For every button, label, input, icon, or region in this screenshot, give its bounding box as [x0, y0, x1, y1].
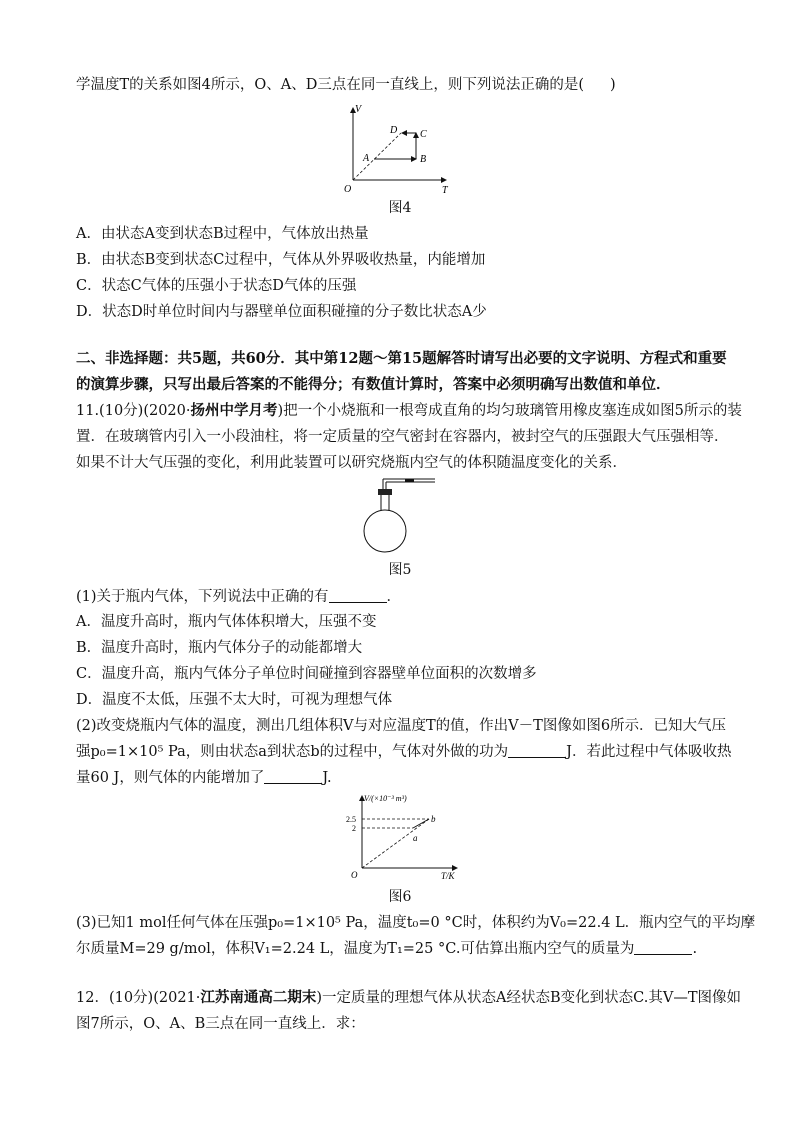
q11-part-2-line-2-a: 强p₀=1×10⁵ Pa，则由状态a到状态b的过程中，气体对外做的功为: [76, 744, 509, 760]
q11-head-rest: )把一个小烧瓶和一根弯成直角的均匀玻璃管用橡皮塞连成如图5所示的装: [277, 403, 742, 419]
q11-option-b: B．温度升高时，瓶内气体分子的动能都增大: [76, 640, 363, 656]
q11-part-2-line-2-b: J．若此过程中气体吸收热: [566, 744, 732, 760]
q11-option-d: D．温度不太低，压强不太大时，可视为理想气体: [76, 692, 393, 708]
oil-column: [405, 479, 414, 482]
point-a-label: A: [363, 153, 370, 164]
q11-part-3-line-2-a: 尔质量M=29 g/mol，体积V₁=2.24 L，温度为T₁=25 °C.可估算出瓶内空气的质量为: [76, 941, 635, 957]
q11-option-a: A．温度升高时，瓶内气体体积增大，压强不变: [76, 614, 377, 630]
q11-line-3: 如果不计大气压强的变化，利用此装置可以研究烧瓶内空气的体积随温度变化的关系．: [76, 455, 627, 471]
q11-part-3-line-1: (3)已知1 mol任何气体在压强p₀=1×10⁵ Pa，温度t₀=0 °C时，体积约为V₀=22.4 L．瓶内空气的平均摩: [76, 915, 756, 931]
point-b-label: B: [420, 154, 427, 165]
point-d-label: D: [390, 125, 398, 136]
figure-6-caption: 图6: [388, 889, 412, 905]
q11-part-1-end: ．: [386, 589, 402, 605]
q10-option-d: D．状态D时单位时间内与器壁单位面积碰撞的分子数比状态A少: [76, 304, 487, 320]
y-axis-label: V/(×10⁻³ m³): [364, 794, 407, 803]
q12-head-rest: )一定质量的理想气体从状态A经状态B变化到状态C.其V—T图像如: [316, 990, 742, 1006]
origin-dashed-line: [362, 819, 429, 868]
q11-part-2-line-2: [76, 742, 731, 762]
section-2-header-line2: 的演算步骤，只写出最后答案的不能得分；有数值计算时，答案中必须明确写出数值和单位．: [76, 376, 671, 393]
y-tick-2: 2: [352, 824, 356, 833]
q10-option-a: A．由状态A变到状态B过程中，气体放出热量: [76, 226, 369, 242]
answer-blank: [329, 588, 387, 603]
y-tick-2.5: 2.5: [346, 815, 356, 824]
q11-source: 扬州中学月考: [190, 402, 278, 419]
answer-blank: [634, 940, 692, 955]
q10-stem-end: ): [610, 77, 616, 93]
q12-line-2: 图7所示，O、A、B三点在同一直线上．求：: [76, 1016, 365, 1032]
q11-part-1: [76, 587, 401, 607]
q10-option-c: C．状态C气体的压强小于状态D气体的压强: [76, 278, 357, 294]
q10-stem-text: 学温度T的关系如图4所示，O、A、D三点在同一直线上，则下列说法正确的是(: [76, 77, 585, 93]
rubber-stopper: [378, 489, 392, 495]
oad-dashed-line: [353, 133, 401, 180]
answer-blank: [508, 743, 566, 758]
q11-part-2-line-3: [76, 768, 332, 788]
q10-option-b: B．由状态B变到状态C过程中，气体从外界吸收热量，内能增加: [76, 252, 486, 268]
figure-5-caption: 图5: [388, 562, 412, 578]
q11-head: [76, 401, 742, 421]
figure-6-graph: [345, 790, 465, 880]
figure-4-graph: [338, 100, 458, 195]
answer-blank: [264, 769, 322, 784]
flask-bulb: [364, 510, 406, 552]
point-c-label: C: [420, 129, 427, 140]
v-axis-label: V: [355, 104, 362, 115]
q11-line-2: 置．在玻璃管内引入一小段油柱，将一定质量的空气密封在容器内，被封空气的压强跟大气压强相等．: [76, 429, 729, 445]
q11-part-2-line-3-b: J.: [322, 770, 332, 786]
point-b-label: b: [431, 814, 436, 824]
q12-number: 12．(10分)(2021·: [76, 990, 201, 1006]
q11-number: 11.(10分)(2020·: [76, 403, 191, 419]
q11-part-2-line-3-a: 量60 J，则气体的内能增加了: [76, 770, 265, 786]
q11-option-c: C．温度升高，瓶内气体分子单位时间碰撞到容器壁单位面积的次数增多: [76, 666, 537, 682]
origin-label: O: [351, 870, 358, 880]
x-axis-label: T/K: [441, 871, 455, 880]
q11-part-3-line-2-b: .: [692, 941, 698, 957]
section-2-header-line1: 二、非选择题：共5题，共60分．其中第12题～第15题解答时请写出必要的文字说明、方程式和重要: [76, 350, 727, 367]
q11-part-2-line-1: (2)改变烧瓶内气体的温度，测出几组体积V与对应温度T的值，作出V－T图像如图6所示．已知大气压: [76, 718, 727, 734]
t-axis-label: T: [442, 185, 448, 195]
figure-5-flask: [355, 475, 440, 555]
q12-source: 江苏南通高二期末: [200, 989, 317, 1006]
origin-label: O: [344, 184, 352, 195]
q11-part-1-text: (1)关于瓶内气体，下列说法中正确的有: [76, 589, 329, 605]
q11-part-3-line-2: [76, 939, 697, 959]
q10-stem: [76, 75, 616, 95]
q12-head: [76, 988, 741, 1008]
ab-segment: [413, 819, 429, 828]
figure-4-caption: 图4: [388, 200, 412, 216]
point-a-label: a: [413, 833, 418, 843]
